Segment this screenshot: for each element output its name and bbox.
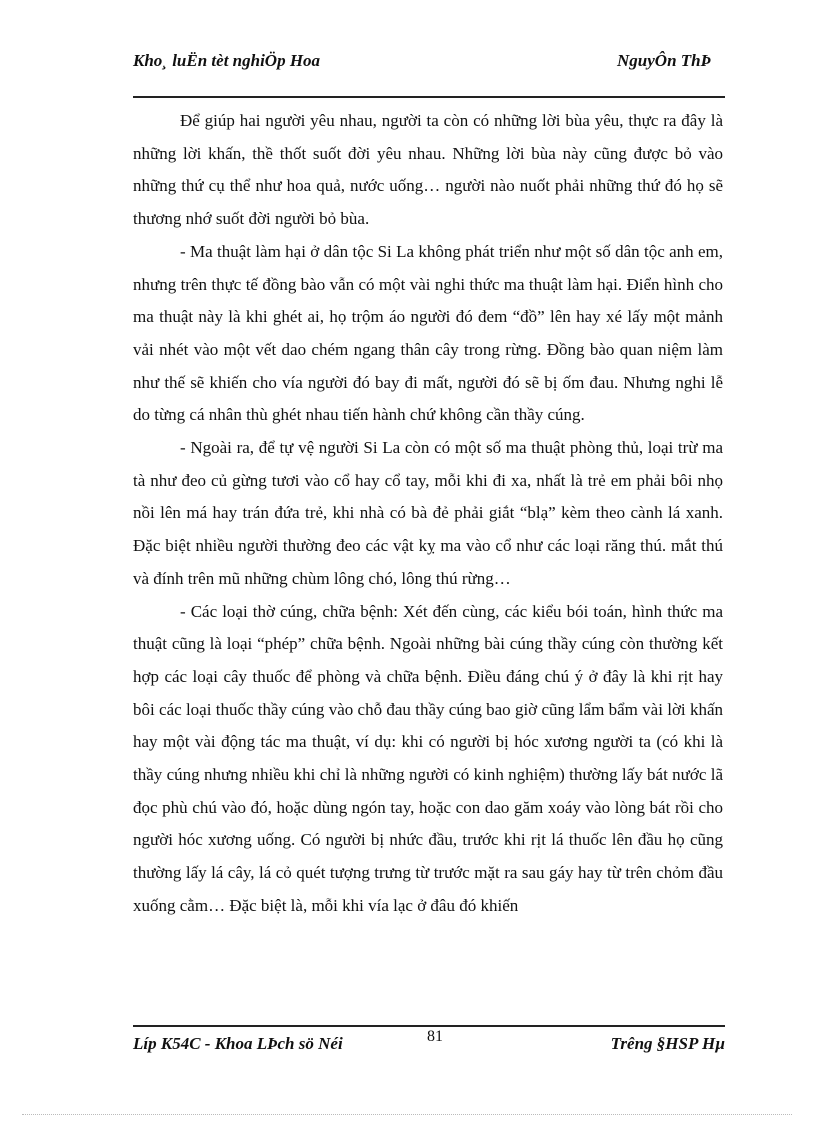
header-thesis-title: Kho¸ luËn tèt nghiÖp Hoa [133, 51, 321, 70]
page-edge-dotted-line [22, 1114, 792, 1115]
page-number: 81 [427, 1028, 443, 1045]
footer-university: Trêng §HSP Hµ [610, 1034, 725, 1053]
page-header [133, 50, 725, 97]
header-author-name: NguyÔn ThÞ [617, 51, 711, 70]
paragraph-defensive-magic: - Ngoài ra, để tự vệ người Si La còn có một số ma thuật phòng thủ, loại trừ ma tà như đeo củ gừng tươi vào cổ hay cổ tay, mỗi khi đi xa, nhất là trẻ em phải bôi nhọ nồi lên má hay trán đứa trẻ, khi nhà có bà đẻ phải giắt “blạ” kèm theo cành lá xanh. Đặc biệt nhiều người thường đeo các vật kỵ ma vào cổ như các loại răng thú. mắt thú và đính trên mũ những chùm lông chó, lông thú rừng… [133, 438, 723, 588]
paragraph-love-charm: Để giúp hai người yêu nhau, người ta còn có những lời bùa yêu, thực ra đây là những lời khấn, thề thốt suốt đời yêu nhau. Những lời bùa này cũng được bỏ vào những thứ cụ thể như hoa quả, nước uống… người nào nuốt phải những thứ đó họ sẽ thương nhớ suốt đời người bỏ bùa. [133, 111, 723, 229]
footer-class-department: Líp K54C - Khoa LÞch sö Néi [133, 1034, 343, 1053]
paragraph-harmful-magic: - Ma thuật làm hại ở dân tộc Si La không phát triển như một số dân tộc anh em, nhưng trên thực tế đồng bào vẫn có một vài nghi thức ma thuật làm hại. Điển hình cho ma thuật này là khi ghét ai, họ trộm áo người đó đem “đồ” lên hay xé lấy một mảnh vải nhét vào một vết dao chém ngang thân cây trong rừng. Đồng bào quan niệm làm như thế sẽ khiến cho vía người đó bay đi mất, người đó sẽ bị ốm đau. Nhưng nghi lễ do từng cá nhân thù ghét nhau tiến hành chứ không cần thầy cúng. [133, 241, 723, 425]
paragraph-healing-rituals: - Các loại thờ cúng, chữa bệnh: Xét đến cùng, các kiểu bói toán, hình thức ma thuật cũng là loại “phép” chữa bệnh. Ngoài những bài cúng thầy cúng còn thường kết hợp các loại cây thuốc để phòng và chữa bệnh. Điều đáng chú ý ở đây là khi rịt hay bôi các loại thuốc thầy cúng vào chỗ đau thầy cúng bao giờ cũng lẩm bẩm vài lời khấn hay một vài động tác ma thuật, ví dụ: khi có người bị hóc xương người ta (có khi là thầy cúng nhưng nhiều khi chỉ là những người có kinh nghiệm) thường lấy bát nước lã đọc phù chú vào đó, hoặc dùng ngón tay, hoặc con dao găm xoáy vào lòng bát rồi cho người hóc xương uống. Có người bị nhức đầu, trước khi rịt lá thuốc lên đầu họ cũng thường lấy lá cây, lá cỏ quét tượng trưng từ trước mặt ra sau gáy hay từ trên chỏm đầu xuống cằm… Đặc biệt là, mỗi khi vía lạc ở đâu đó khiến [133, 601, 723, 915]
footer-divider [133, 1025, 725, 1027]
header-divider [133, 96, 725, 98]
page-footer [133, 1028, 725, 1080]
page-body [133, 105, 723, 923]
